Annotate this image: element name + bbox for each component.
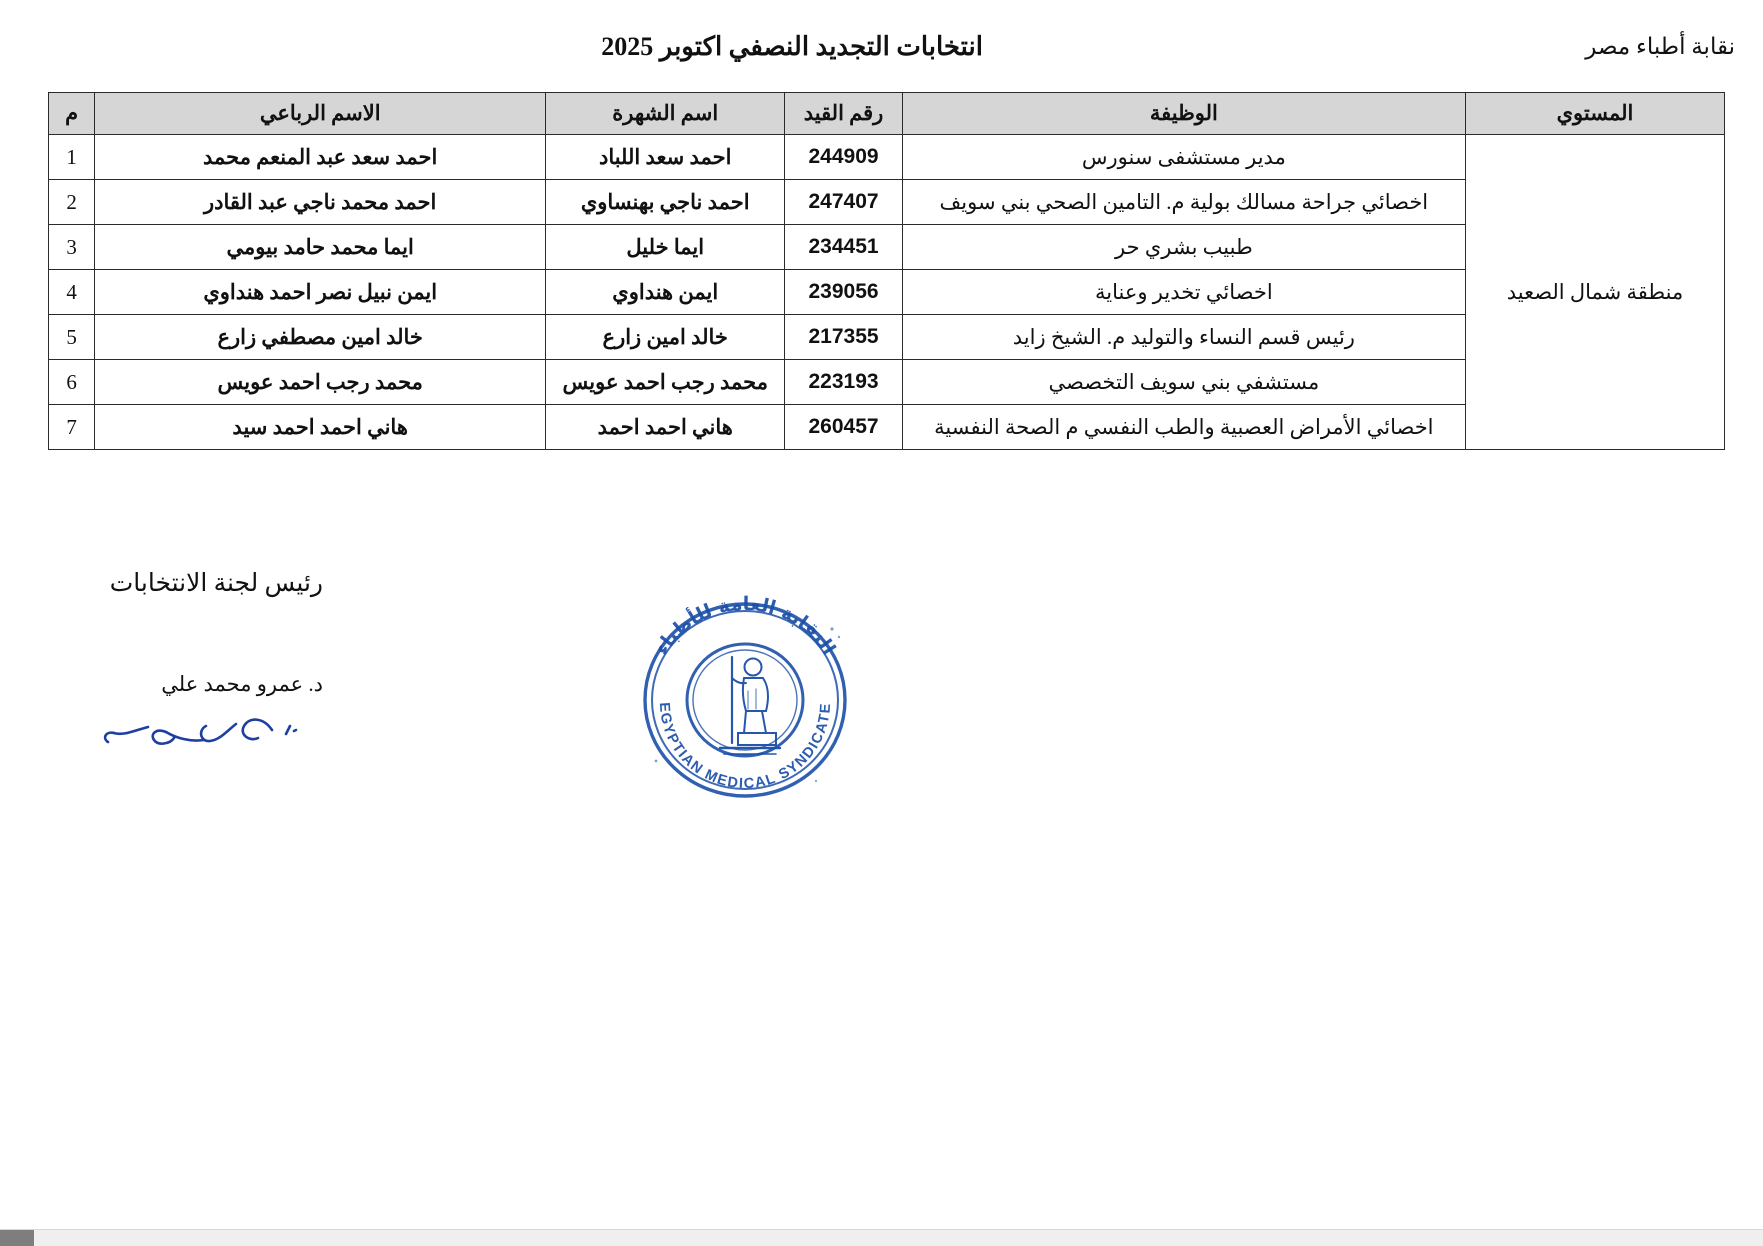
cell-index: 3 bbox=[49, 225, 95, 270]
column-header-full-name: الاسم الرباعي bbox=[95, 93, 546, 135]
table-row bbox=[49, 135, 1725, 180]
table-header-row bbox=[49, 93, 1725, 135]
cell-index: 4 bbox=[49, 270, 95, 315]
cell-index: 5 bbox=[49, 315, 95, 360]
roster-table-container bbox=[48, 92, 1725, 450]
cell-full-name: احمد سعد عبد المنعم محمد bbox=[95, 135, 546, 180]
cell-index: 6 bbox=[49, 360, 95, 405]
document-header bbox=[0, 28, 1763, 74]
column-header-index: م bbox=[49, 93, 95, 135]
cell-registration-number: 239056 bbox=[785, 270, 902, 315]
cell-full-name: ايما محمد حامد بيومي bbox=[95, 225, 546, 270]
cell-known-name: ايمن هنداوي bbox=[546, 270, 785, 315]
cell-job: اخصائي تخدير وعناية bbox=[902, 270, 1465, 315]
cell-known-name: ايما خليل bbox=[546, 225, 785, 270]
cell-registration-number: 234451 bbox=[785, 225, 902, 270]
svg-text:النقابة العامة للأطباء: النقابة العامة للأطباء bbox=[650, 592, 840, 659]
handwritten-signature bbox=[58, 700, 308, 760]
column-header-registration-number: رقم القيد bbox=[785, 93, 902, 135]
cell-registration-number: 223193 bbox=[785, 360, 902, 405]
column-header-known-name: اسم الشهرة bbox=[546, 93, 785, 135]
cell-job: مدير مستشفى سنورس bbox=[902, 135, 1465, 180]
cell-index: 2 bbox=[49, 180, 95, 225]
cell-index: 7 bbox=[49, 405, 95, 450]
column-header-level: المستوي bbox=[1465, 93, 1724, 135]
scan-edge-artifact bbox=[0, 1229, 1763, 1246]
cell-registration-number: 244909 bbox=[785, 135, 902, 180]
cell-index: 1 bbox=[49, 135, 95, 180]
cell-known-name: احمد سعد اللباد bbox=[546, 135, 785, 180]
cell-known-name: محمد رجب احمد عويس bbox=[546, 360, 785, 405]
cell-full-name: محمد رجب احمد عويس bbox=[95, 360, 546, 405]
cell-known-name: هاني احمد احمد bbox=[546, 405, 785, 450]
cell-registration-number: 247407 bbox=[785, 180, 902, 225]
roster-table bbox=[48, 92, 1725, 450]
cell-registration-number: 260457 bbox=[785, 405, 902, 450]
cell-full-name: ايمن نبيل نصر احمد هنداوي bbox=[95, 270, 546, 315]
cell-known-name: خالد امين زارع bbox=[546, 315, 785, 360]
document-title: انتخابات التجديد النصفي اكتوبر 2025 bbox=[601, 32, 983, 61]
cell-full-name: احمد محمد ناجي عبد القادر bbox=[95, 180, 546, 225]
signature-title: رئيس لجنة الانتخابات bbox=[109, 570, 323, 597]
cell-level: منطقة شمال الصعيد bbox=[1465, 135, 1724, 450]
cell-full-name: خالد امين مصطفي زارع bbox=[95, 315, 546, 360]
signature-name: د. عمرو محمد علي bbox=[161, 672, 323, 696]
cell-job: طبيب بشري حر bbox=[902, 225, 1465, 270]
cell-job: اخصائي جراحة مسالك بولية م. التامين الصحي بني سويف bbox=[902, 180, 1465, 225]
svg-text:EGYPTIAN MEDICAL SYNDICATE: EGYPTIAN MEDICAL SYNDICATE bbox=[655, 701, 835, 793]
roster-table-body bbox=[49, 135, 1725, 450]
cell-job: اخصائي الأمراض العصبية والطب النفسي م الصحة النفسية bbox=[902, 405, 1465, 450]
cell-known-name: احمد ناجي بهنساوي bbox=[546, 180, 785, 225]
column-header-job: الوظيفة bbox=[902, 93, 1465, 135]
official-stamp bbox=[620, 585, 870, 810]
cell-job: مستشفي بني سويف التخصصي bbox=[902, 360, 1465, 405]
cell-registration-number: 217355 bbox=[785, 315, 902, 360]
organization-name: نقابة أطباء مصر bbox=[1585, 34, 1735, 59]
cell-job: رئيس قسم النساء والتوليد م. الشيخ زايد bbox=[902, 315, 1465, 360]
scan-edge-dark-corner bbox=[0, 1230, 34, 1246]
cell-full-name: هاني احمد احمد سيد bbox=[95, 405, 546, 450]
